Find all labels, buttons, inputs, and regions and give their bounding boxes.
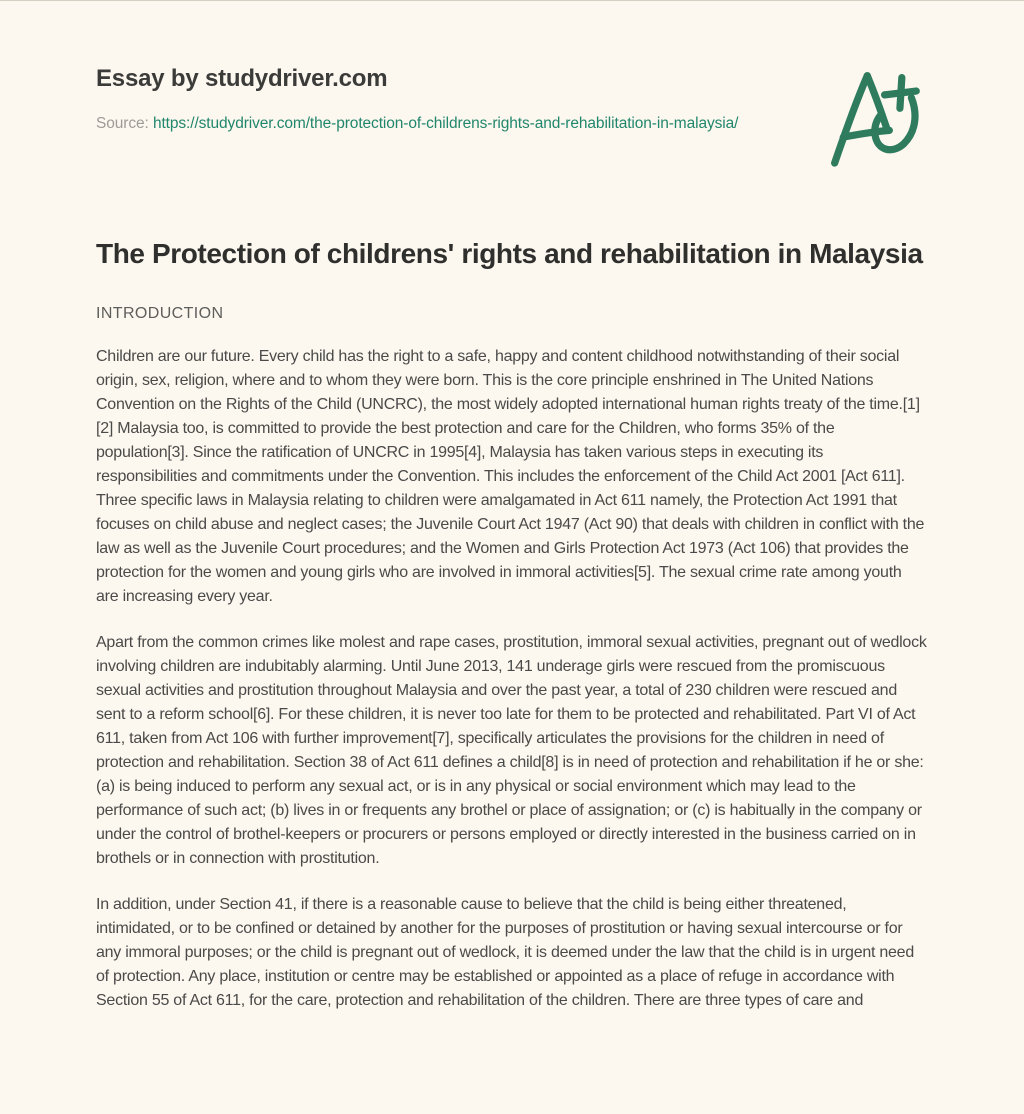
header-text-block [96, 65, 738, 139]
document-header [96, 1, 928, 139]
article-title: The Protection of childrens' rights and rehabilitation in Malaysia [96, 238, 923, 269]
source-label: Source: [96, 115, 149, 132]
essay-byline-heading: Essay by studydriver.com [96, 65, 388, 92]
paragraph-2: Apart from the common crimes like molest and rape cases, prostitution, immoral sexual activities, pregnant out of wedlock involving children are indubitably alarming. Until June 2013, 141 underage girls were rescued from the promiscuous sexual activities and prostitution throughout Malaysia and over the past year, a total of 230 children were rescued and sent to a reform school[6]. For these children, it is never too late for them to be protected and rehabilitated. Part VI of Act 611, taken from Act 106 with further improvement[7], specifically articulates the provisions for the children in need of protection and rehabilitation. Section 38 of Act 611 defines a child[8] is in need of protection and rehabilitation if he or she: (a) is being induced to perform any sexual act, or is in any physical or social environment which may lead to the performance of such act; (b) lives in or frequents any brothel or place of assignation; or (c) is habitually in the company or under the control of brothel-keepers or procurers or persons employed or directly interested in the business carried on in brothels or in connection with prostitution. [96, 634, 927, 867]
source-link[interactable]: https://studydriver.com/the-protection-of-childrens-rights-and-rehabilitation-in-malaysia/ [152, 115, 739, 132]
studydriver-logo [826, 63, 922, 169]
introduction-heading: INTRODUCTION [96, 305, 224, 322]
a-plus-logo-icon [826, 63, 922, 169]
document-page [0, 1, 1024, 1013]
paragraph-1: Children are our future. Every child has the right to a safe, happy and content childhood notwithstanding of their social origin, sex, religion, where and to whom they were born. This is the core principle enshrined in The United Nations Convention on the Rights of the Child (UNCRC), the most widely adopted international human rights treaty of the time.[1] [2] Malaysia too, is committed to provide the best protection and care for the Children, who forms 35% of the population[3]. Since the ratification of UNCRC in 1995[4], Malaysia has taken various steps in executing its responsibilities and commitments under the Convention. This includes the enforcement of the Child Act 2001 [Act 611]. Three specific laws in Malaysia relating to children were amalgamated in Act 611 namely, the Protection Act 1991 that focuses on child abuse and neglect cases; the Juvenile Court Act 1947 (Act 90) that deals with children in conflict with the law as well as the Juvenile Court procedures; and the Women and Girls Protection Act 1973 (Act 106) that provides the protection for the women and young girls who are involved in immoral activities[5]. The sexual crime rate among youth are increasing every year. [96, 348, 925, 605]
paragraph-3: In addition, under Section 41, if there is a reasonable cause to believe that the child is being either threatened, intimidated, or to be confined or detained by another for the purposes of prostitution or having sexual intercourse or for any immoral purposes; or the child is pregnant out of wedlock, it is deemed under the law that the child is in urgent need of protection. Any place, institution or centre may be established or appointed as a place of refuge in accordance with Section 55 of Act 611, for the care, protection and rehabilitation of the children. There are three types of care and [96, 896, 914, 1009]
article-body [96, 345, 928, 1013]
source-line [96, 109, 738, 139]
